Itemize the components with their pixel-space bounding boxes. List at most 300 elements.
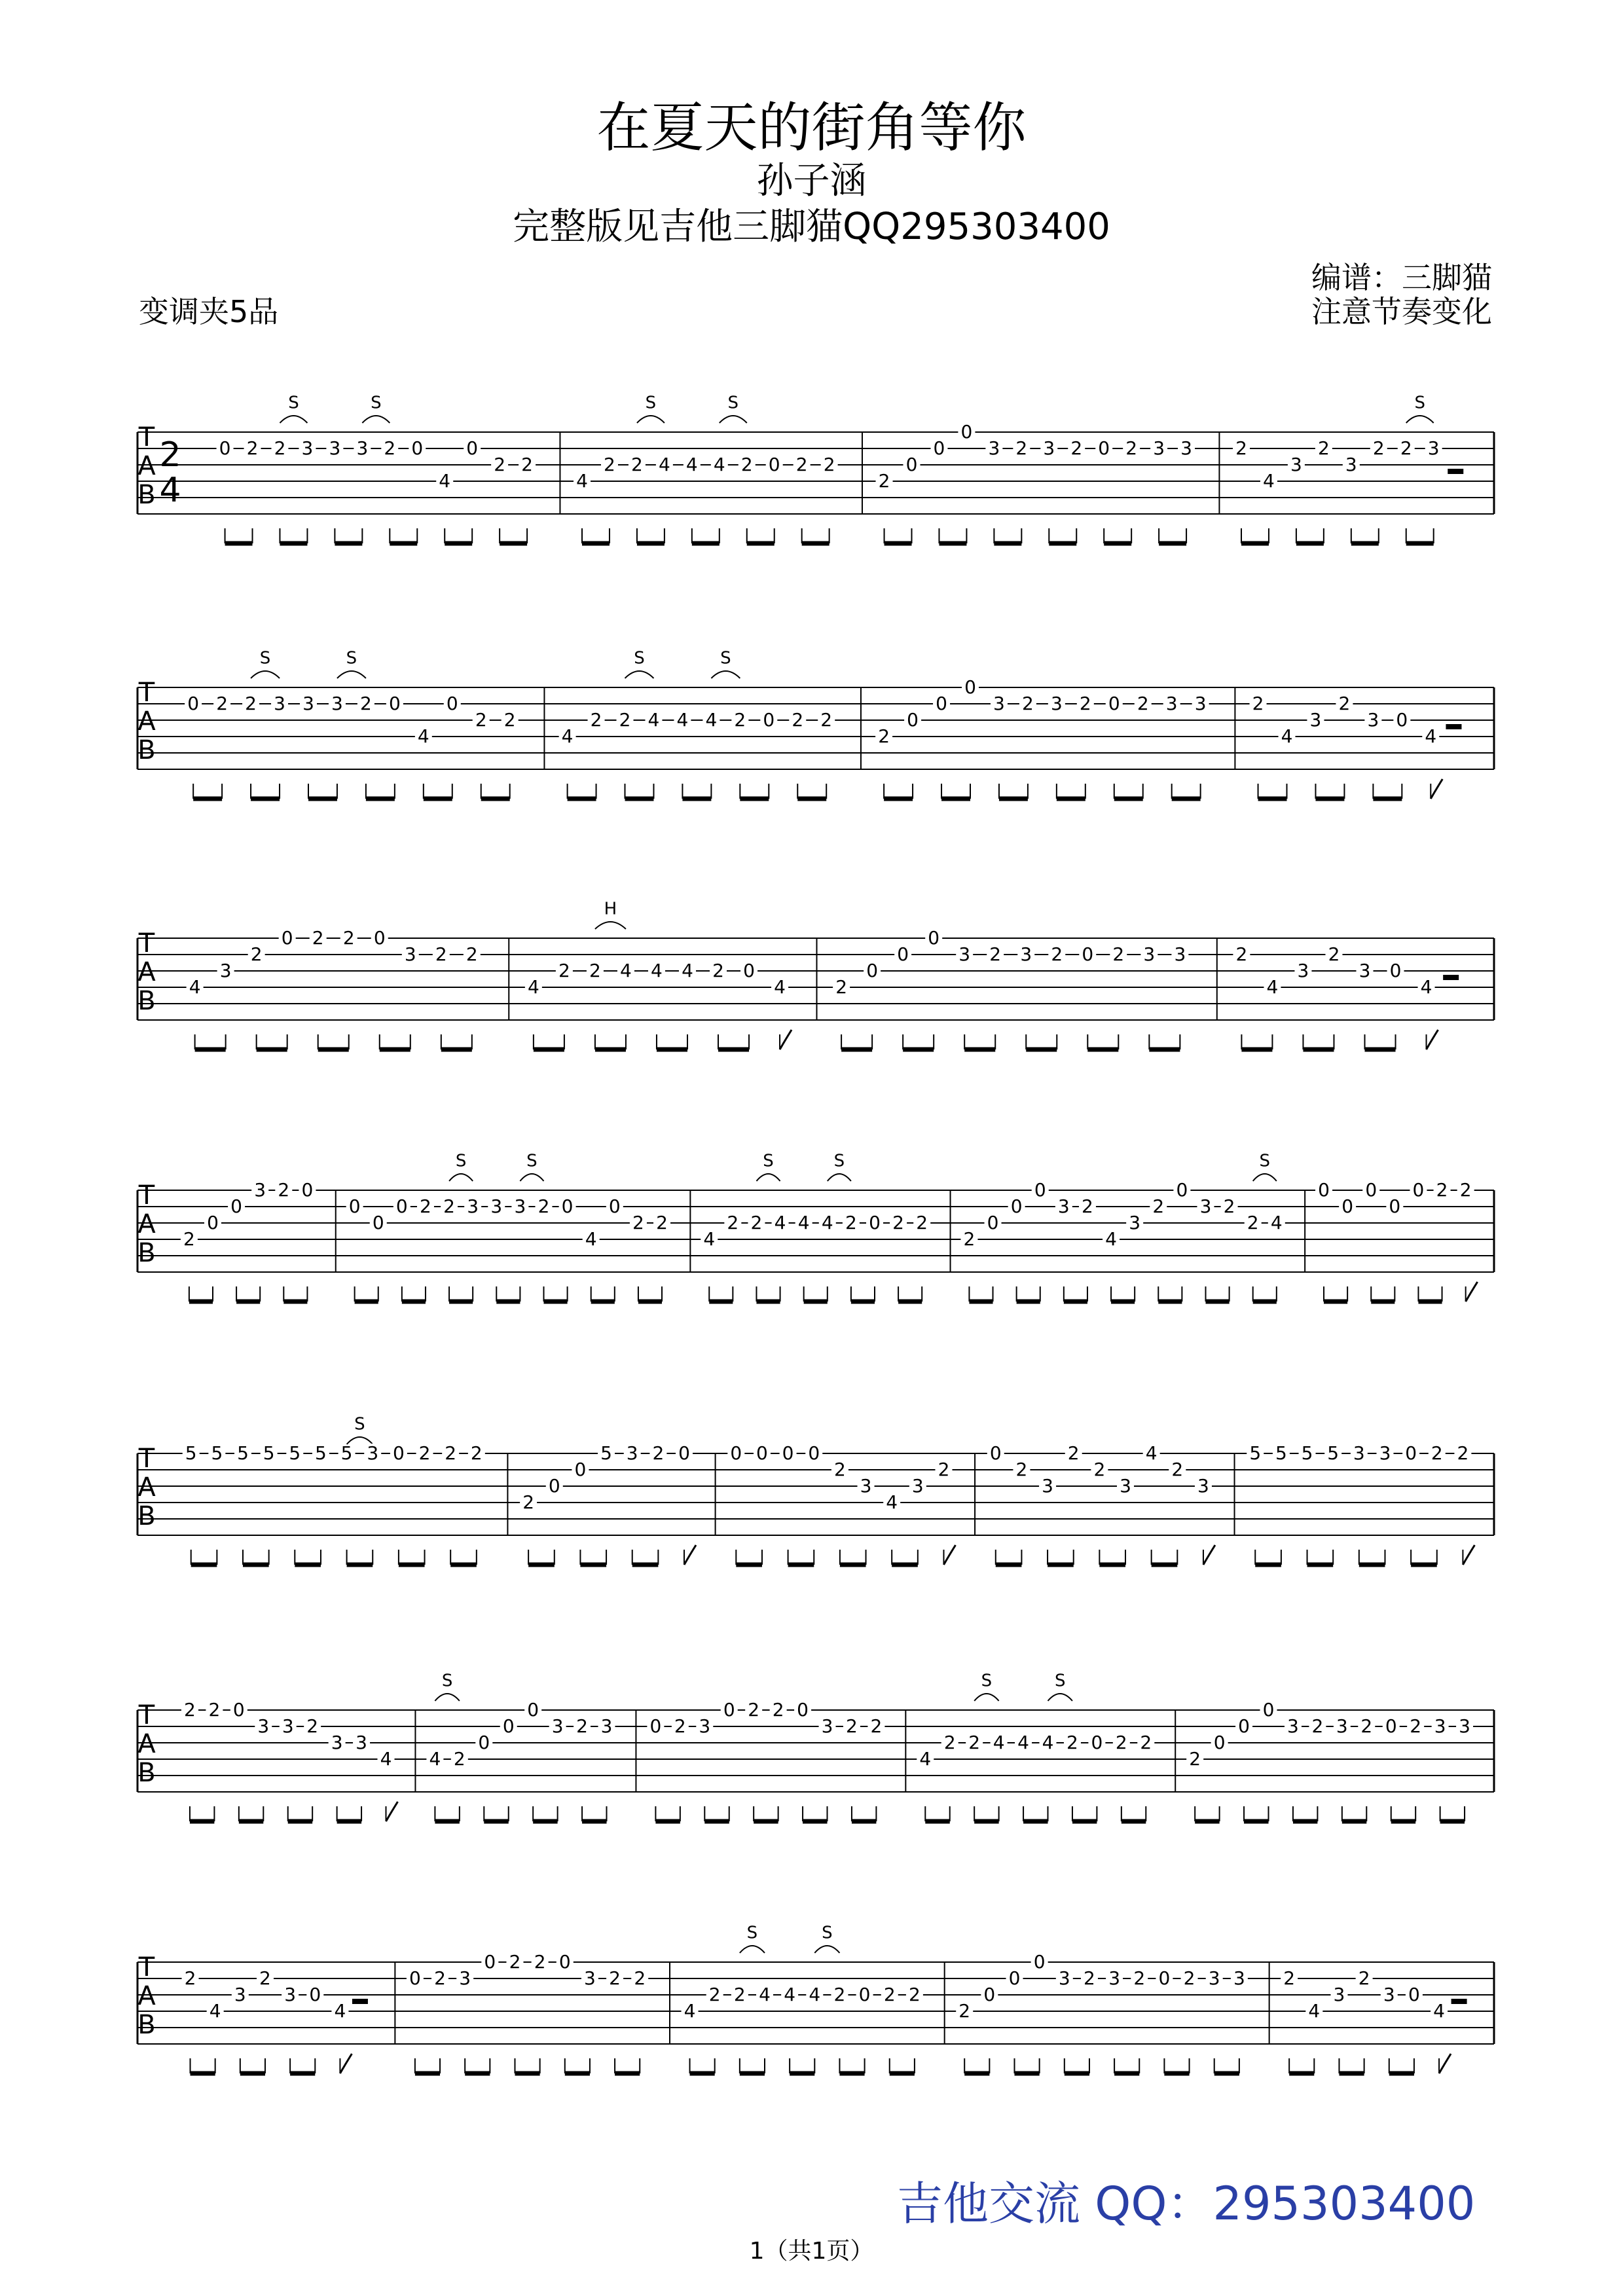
fret-number: 0 (756, 1442, 768, 1464)
fret-number: 0 (1158, 1967, 1171, 1989)
fret-number: 3 (1199, 1195, 1212, 1217)
fret-number: 0 (905, 454, 918, 475)
artist-name: 孙子涵 (756, 160, 867, 202)
eighth-flag (943, 1545, 955, 1565)
technique-arc (280, 416, 307, 423)
fret-number: 4 (439, 470, 451, 492)
fret-number: 3 (1165, 693, 1178, 714)
fret-number: 4 (527, 976, 539, 998)
fret-number: 2 (359, 693, 372, 714)
fret-number: 0 (281, 927, 293, 949)
fret-number: 4 (676, 709, 689, 731)
fret-number: 4 (209, 2000, 221, 2022)
fret-number: 3 (911, 1475, 924, 1497)
fret-number: 2 (576, 1715, 588, 1737)
fret-number: 2 (772, 1699, 784, 1721)
fret-number: 4 (759, 1984, 771, 2005)
fret-number: 4 (703, 1228, 716, 1250)
rhythm-note: 注意节奏变化 (1311, 294, 1492, 329)
fret-number: 2 (792, 709, 804, 731)
fret-number: 3 (1297, 960, 1309, 981)
fret-number: 0 (1108, 693, 1120, 714)
fret-number: 0 (933, 437, 945, 459)
fret-number: 2 (453, 1748, 465, 1770)
fret-number: 0 (232, 1699, 245, 1721)
fret-number: 3 (600, 1715, 613, 1737)
fret-number: 3 (1153, 437, 1165, 459)
fret-number: 3 (459, 1967, 471, 1989)
fret-number: 2 (589, 960, 601, 981)
fret-number: 2 (1067, 1732, 1078, 1753)
time-signature-denominator: 4 (159, 471, 181, 510)
half-rest (352, 1999, 368, 2004)
fret-number: 0 (1213, 1732, 1226, 1753)
fret-number: 0 (960, 421, 973, 443)
fret-number: 2 (434, 1967, 446, 1989)
fret-number: 2 (833, 1984, 846, 2005)
fret-number: 2 (727, 1212, 739, 1233)
fret-number: 0 (1176, 1179, 1188, 1201)
fret-number: 0 (411, 437, 424, 459)
fret-number: 3 (1434, 1715, 1446, 1737)
fret-number: 2 (820, 709, 833, 731)
fret-number: 2 (443, 1195, 455, 1217)
tab-clef-letter: T (138, 1180, 155, 1211)
fret-number: 2 (1360, 1715, 1373, 1737)
fret-number: 2 (656, 1212, 668, 1233)
fret-number: 4 (784, 1984, 796, 2005)
fret-number: 4 (1433, 2000, 1445, 2022)
fret-number: 4 (685, 454, 698, 475)
tab-clef-letter: A (137, 1472, 156, 1503)
fret-number: 0 (983, 1984, 996, 2005)
fret-number: 3 (1359, 960, 1371, 981)
tab-clef-letter: B (137, 2010, 156, 2040)
technique-arc (756, 1174, 780, 1181)
tab-clef-letter: B (137, 986, 156, 1016)
slide-mark: S (371, 393, 382, 413)
fret-number: 2 (1431, 1442, 1443, 1464)
fret-number: 2 (878, 725, 890, 747)
fret-number: 0 (743, 960, 755, 981)
fret-number: 4 (1266, 976, 1279, 998)
fret-number: 2 (1021, 693, 1034, 714)
fret-number: 0 (392, 1442, 405, 1464)
fret-number: 2 (216, 693, 228, 714)
fret-number: 4 (797, 1212, 810, 1233)
fret-number: 2 (420, 1195, 431, 1217)
fret-number: 2 (989, 943, 1002, 965)
fret-number: 0 (808, 1442, 820, 1464)
fret-number: 0 (723, 1699, 735, 1721)
tab-clef-letter: B (137, 1501, 156, 1531)
fret-number: 0 (730, 1442, 742, 1464)
fret-number: 2 (1137, 693, 1149, 714)
fret-number: 2 (522, 1491, 535, 1513)
fret-number: 4 (713, 454, 725, 475)
slide-mark: S (441, 1671, 453, 1691)
fret-number: 5 (185, 1442, 197, 1464)
fret-number: 0 (649, 1715, 662, 1737)
hammer-on-mark: H (604, 899, 617, 919)
fret-number: 2 (208, 1699, 221, 1721)
fret-number: 0 (527, 1699, 539, 1721)
fret-number: 2 (674, 1715, 686, 1737)
fret-number: 2 (795, 454, 808, 475)
fret-number: 2 (1015, 437, 1028, 459)
fret-number: 3 (584, 1967, 596, 1989)
fret-number: 5 (1327, 1442, 1340, 1464)
fret-number: 4 (651, 960, 663, 981)
fret-number: 4 (334, 2000, 346, 2022)
fret-number: 2 (503, 709, 516, 731)
fret-number: 0 (372, 1212, 384, 1233)
fret-number: 0 (561, 1195, 574, 1217)
capo-label: 变调夹5品 (139, 294, 279, 329)
fret-number: 3 (1194, 693, 1207, 714)
fret-number: 0 (348, 1195, 361, 1217)
fret-number: 3 (1197, 1475, 1209, 1497)
fret-number: 4 (1263, 470, 1275, 492)
tab-clef-letter: T (138, 928, 155, 958)
fret-number: 0 (1033, 1951, 1046, 1973)
fret-number: 3 (860, 1475, 872, 1497)
fret-number: 3 (234, 1984, 246, 2005)
fret-number: 4 (1042, 1732, 1054, 1753)
technique-arc (711, 671, 740, 678)
fret-number: 0 (936, 693, 947, 714)
arranger-label: 编谱：三脚猫 (1311, 260, 1492, 295)
fret-number: 3 (1020, 943, 1032, 965)
tab-clef-letter: A (137, 706, 156, 737)
fret-number: 2 (1067, 1442, 1080, 1464)
subtitle: 完整版见吉他三脚猫QQ295303400 (513, 206, 1110, 248)
fret-number: 5 (1249, 1442, 1262, 1464)
fret-number: 3 (1290, 454, 1302, 475)
fret-number: 3 (1180, 437, 1192, 459)
fret-number: 2 (833, 1459, 846, 1480)
fret-number: 0 (446, 693, 458, 714)
fret-number: 3 (1287, 1715, 1299, 1737)
fret-number: 4 (774, 1212, 786, 1233)
technique-arc (337, 671, 366, 678)
half-rest (1448, 469, 1463, 474)
fret-number: 0 (373, 927, 386, 949)
fret-number: 4 (1420, 976, 1432, 998)
tab-clef-letter: A (137, 451, 156, 481)
slide-mark: S (1054, 1671, 1066, 1691)
fret-number: 3 (1353, 1442, 1365, 1464)
fret-number: 2 (1115, 1732, 1127, 1753)
eighth-flag (1466, 1282, 1478, 1302)
fret-number: 3 (1042, 1475, 1053, 1497)
fret-number: 3 (1333, 1984, 1345, 2005)
fret-number: 0 (478, 1732, 490, 1753)
fret-number: 2 (1410, 1715, 1422, 1737)
fret-number: 0 (768, 454, 780, 475)
fret-number: 3 (1129, 1212, 1141, 1233)
fret-number: 3 (282, 1715, 294, 1737)
fret-number: 2 (1235, 437, 1247, 459)
fret-number: 5 (263, 1442, 275, 1464)
fret-number: 4 (809, 1984, 821, 2005)
fret-number: 2 (609, 1967, 621, 1989)
fret-number: 0 (1098, 437, 1110, 459)
fret-number: 3 (331, 1732, 343, 1753)
fret-number: 0 (866, 960, 879, 981)
fret-number: 2 (740, 454, 753, 475)
technique-arc (251, 671, 280, 678)
fret-number: 2 (1328, 943, 1340, 965)
technique-arc (1253, 1174, 1277, 1181)
fret-number: 2 (1171, 1459, 1184, 1480)
fret-number: 4 (429, 1748, 441, 1770)
fret-number: 2 (1317, 437, 1330, 459)
eighth-flag (1431, 779, 1442, 799)
fret-number: 4 (380, 1748, 392, 1770)
slide-mark: S (259, 648, 271, 668)
fret-number: 4 (919, 1748, 932, 1770)
fret-number: 3 (254, 1179, 266, 1201)
fret-number: 4 (682, 960, 693, 981)
fret-number: 2 (916, 1212, 928, 1233)
fret-number: 4 (417, 725, 429, 747)
fret-number: 2 (1079, 693, 1091, 714)
fret-number: 2 (652, 1442, 665, 1464)
fret-number: 2 (1436, 1179, 1448, 1201)
fret-number: 2 (312, 927, 324, 949)
fret-number: 3 (551, 1715, 564, 1737)
fret-number: 2 (509, 1951, 521, 1973)
fret-number: 2 (250, 943, 263, 965)
fret-number: 2 (1252, 693, 1264, 714)
fret-number: 3 (356, 1732, 367, 1753)
fret-number: 2 (274, 437, 286, 459)
fret-number: 2 (558, 960, 570, 981)
tab-clef-letter: B (137, 1758, 156, 1788)
fret-number: 4 (1270, 1212, 1283, 1233)
fret-number: 3 (1043, 437, 1055, 459)
slide-mark: S (354, 1414, 365, 1434)
fret-number: 3 (1379, 1442, 1391, 1464)
fret-number: 2 (1223, 1195, 1235, 1217)
fret-number: 0 (309, 1984, 321, 2005)
fret-number: 3 (302, 693, 314, 714)
slide-mark: S (822, 1923, 833, 1943)
fret-number: 0 (1082, 943, 1094, 965)
tab-clef-letter: T (138, 1952, 155, 1982)
tab-clef-letter: B (137, 480, 156, 510)
fret-number: 2 (494, 454, 506, 475)
tab-clef-letter: A (137, 957, 156, 987)
technique-arc (814, 1946, 839, 1953)
slide-mark: S (727, 393, 739, 413)
fret-number: 0 (207, 1212, 219, 1233)
slide-mark: S (455, 1151, 467, 1171)
fret-number: 0 (964, 676, 976, 698)
slide-mark: S (763, 1151, 774, 1171)
fret-number: 2 (1358, 1967, 1370, 1989)
fret-number: 2 (943, 1732, 956, 1753)
fret-number: 5 (315, 1442, 327, 1464)
fret-number: 2 (342, 927, 355, 949)
fret-number: 3 (1427, 437, 1440, 459)
fret-number: 3 (467, 1195, 479, 1217)
technique-arc (520, 1174, 543, 1181)
tab-clef-letter: T (138, 678, 155, 708)
time-signature-numerator: 2 (159, 435, 181, 475)
fret-number: 0 (1412, 1179, 1425, 1201)
fret-number: 2 (184, 1699, 196, 1721)
tab-clef-letter: A (137, 1981, 156, 2011)
fret-number: 0 (484, 1951, 496, 1973)
fret-number: 2 (604, 454, 615, 475)
fret-number: 3 (1174, 943, 1186, 965)
fret-number: 2 (870, 1715, 883, 1737)
fret-number: 5 (1301, 1442, 1313, 1464)
fret-number: 0 (1010, 1195, 1023, 1217)
fret-number: 2 (1283, 1967, 1296, 1989)
fret-number: 2 (1070, 437, 1083, 459)
fret-number: 2 (534, 1951, 546, 1973)
fret-number: 2 (445, 1442, 457, 1464)
fret-number: 3 (274, 693, 285, 714)
fret-number: 5 (289, 1442, 301, 1464)
tab-clef-letter: T (138, 422, 155, 452)
fret-number: 4 (620, 960, 632, 981)
fret-number: 3 (1057, 1195, 1070, 1217)
eighth-flag (1439, 2054, 1451, 2073)
fret-number: 3 (1309, 709, 1322, 731)
fret-number: 0 (574, 1459, 587, 1480)
technique-arc (435, 1694, 459, 1701)
fret-number: 2 (823, 454, 835, 475)
fret-number: 2 (1459, 1179, 1472, 1201)
fret-number: 5 (237, 1442, 249, 1464)
fret-number: 2 (632, 1212, 644, 1233)
fret-number: 2 (1152, 1195, 1165, 1217)
fret-number: 2 (1457, 1442, 1469, 1464)
slide-mark: S (288, 393, 299, 413)
fret-number: 2 (475, 709, 487, 731)
slide-mark: S (833, 1151, 845, 1171)
fret-number: 3 (1143, 943, 1156, 965)
fret-number: 2 (465, 943, 478, 965)
fret-number: 2 (538, 1195, 550, 1217)
fret-number: 0 (928, 927, 940, 949)
fret-number: 5 (211, 1442, 223, 1464)
fret-number: 2 (835, 976, 848, 998)
fret-number: 3 (1233, 1967, 1245, 1989)
fret-number: 3 (514, 1195, 526, 1217)
fret-number: 3 (331, 693, 343, 714)
fret-number: 2 (1140, 1732, 1152, 1753)
fret-number: 2 (1015, 1459, 1028, 1480)
technique-arc (828, 1174, 851, 1181)
fret-number: 2 (733, 1984, 746, 2005)
fret-number: 2 (1235, 943, 1248, 965)
fret-number: 4 (684, 2000, 696, 2022)
fret-number: 2 (619, 709, 631, 731)
fret-number: 3 (1108, 1967, 1121, 1989)
fret-number: 2 (418, 1442, 431, 1464)
fret-number: 2 (435, 943, 447, 965)
fret-number: 0 (548, 1475, 560, 1497)
fret-number: 0 (558, 1951, 571, 1973)
tab-clef-letter: T (138, 1444, 155, 1474)
fret-number: 0 (1341, 1195, 1354, 1217)
fret-number: 2 (883, 1984, 896, 2005)
half-rest (1451, 1999, 1467, 2004)
tab-clef-letter: T (138, 1700, 155, 1730)
fret-number: 3 (219, 960, 232, 981)
fret-number: 2 (1084, 1967, 1095, 1989)
fret-number: 2 (1247, 1212, 1259, 1233)
fret-number: 3 (1120, 1475, 1131, 1497)
fret-number: 2 (246, 437, 259, 459)
fret-number: 3 (988, 437, 1000, 459)
fret-number: 4 (189, 976, 201, 998)
fret-number: 3 (329, 437, 341, 459)
fret-number: 3 (284, 1984, 297, 2005)
fret-number: 3 (821, 1715, 833, 1737)
fret-number: 2 (1400, 437, 1412, 459)
fret-number: 2 (1189, 1748, 1201, 1770)
fret-number: 2 (958, 2000, 971, 2022)
fret-number: 3 (1459, 1715, 1470, 1737)
tab-clef-letter: A (137, 1729, 156, 1759)
fret-number: 3 (490, 1195, 503, 1217)
fret-number: 0 (897, 943, 909, 965)
fret-number: 3 (1208, 1967, 1220, 1989)
fret-number: 0 (782, 1442, 794, 1464)
fret-number: 0 (869, 1212, 881, 1233)
eighth-flag (1203, 1545, 1215, 1565)
fret-number: 4 (658, 454, 670, 475)
fret-number: 2 (1311, 1715, 1324, 1737)
fret-number: 2 (968, 1732, 981, 1753)
fret-number: 0 (187, 693, 200, 714)
fret-number: 0 (797, 1699, 809, 1721)
technique-arc (740, 1946, 765, 1953)
technique-arc (625, 671, 654, 678)
fret-number: 4 (1105, 1228, 1117, 1250)
fret-number: 2 (1133, 1967, 1146, 1989)
fret-number: 2 (708, 1984, 721, 2005)
slide-mark: S (526, 1151, 538, 1171)
fret-number: 0 (987, 1212, 999, 1233)
fret-number: 3 (356, 437, 369, 459)
fret-number: 2 (245, 693, 257, 714)
fret-number: 4 (1281, 725, 1293, 747)
fret-number: 5 (340, 1442, 353, 1464)
fret-number: 2 (892, 1212, 905, 1233)
eighth-flag (340, 2054, 352, 2073)
fret-number: 2 (634, 1967, 646, 1989)
fret-number: 2 (521, 454, 534, 475)
technique-arc (974, 1694, 998, 1701)
slide-mark: S (645, 393, 657, 413)
fret-number: 2 (938, 1459, 950, 1480)
fret-number: 0 (1396, 709, 1408, 731)
slide-mark: S (634, 648, 645, 668)
fret-number: 4 (561, 725, 574, 747)
fret-number: 0 (1034, 1179, 1046, 1201)
fret-number: 0 (395, 1195, 408, 1217)
fret-number: 0 (1389, 960, 1402, 981)
fret-number: 3 (958, 943, 971, 965)
fret-number: 0 (763, 709, 775, 731)
